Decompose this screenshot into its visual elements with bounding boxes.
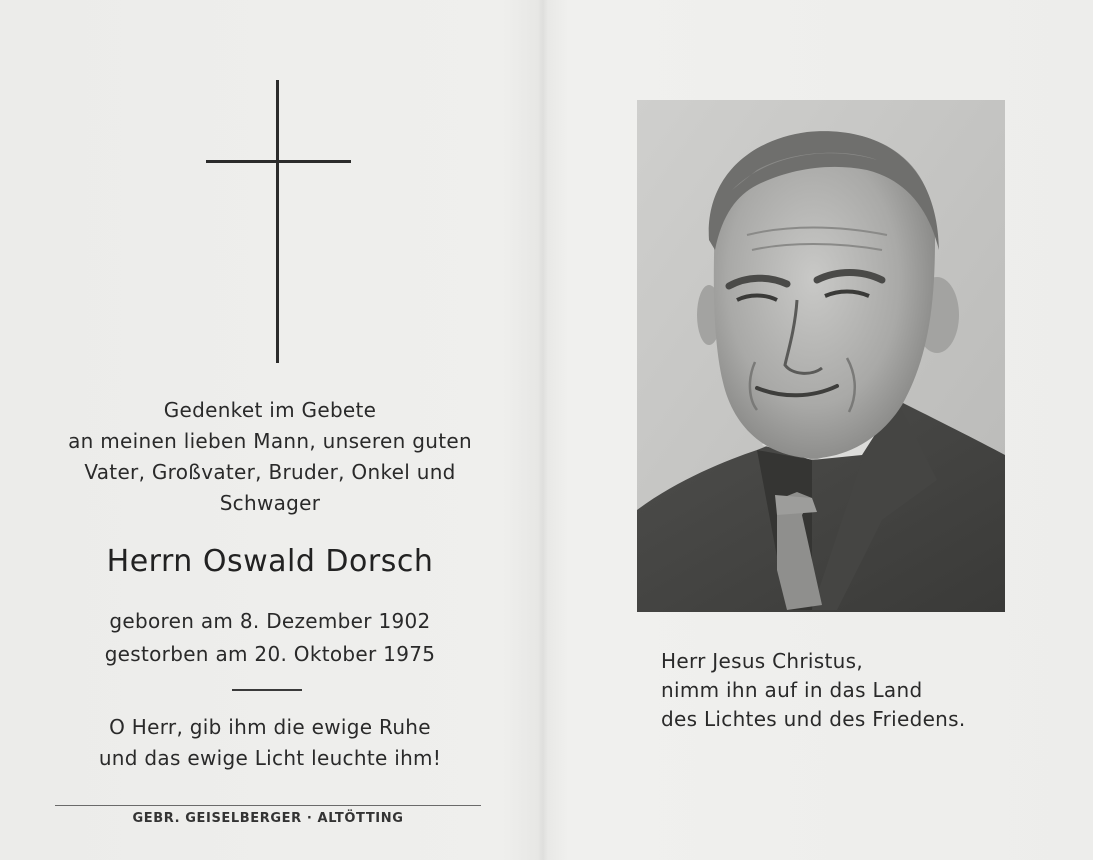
prayer-line: und das ewige Licht leuchte ihm!: [98, 746, 442, 770]
footer-rule: [55, 805, 481, 806]
birth-date: geboren am 8. Dezember 1902: [109, 609, 431, 633]
intro-line: Schwager: [219, 491, 321, 515]
verse-line: nimm ihn auf in das Land: [661, 678, 923, 702]
verse-line: des Lichtes und des Friedens.: [661, 707, 966, 731]
portrait-illustration: [637, 100, 1005, 612]
verse-text: [661, 647, 966, 734]
death-date: gestorben am 20. Oktober 1975: [104, 642, 436, 666]
verse-line: Herr Jesus Christus,: [661, 649, 864, 673]
life-dates: [40, 605, 500, 671]
portrait-photo: [637, 100, 1005, 612]
prayer-line: O Herr, gib ihm die ewige Ruhe: [109, 715, 431, 739]
deceased-name: Herrn Oswald Dorsch: [106, 544, 434, 579]
intro-line: an meinen lieben Mann, unseren guten: [68, 429, 472, 453]
cross-vertical-bar: [276, 80, 279, 363]
divider: [232, 689, 302, 691]
intro-line: Gedenket im Gebete: [163, 398, 377, 422]
printer-imprint: GEBR. GEISELBERGER · ALTÖTTING: [132, 811, 404, 826]
prayer-text: [40, 712, 500, 774]
cross-horizontal-bar: [206, 160, 351, 163]
card-fold: [538, 0, 548, 860]
intro-line: Vater, Großvater, Bruder, Onkel und: [84, 460, 456, 484]
intro-text: [40, 395, 500, 519]
